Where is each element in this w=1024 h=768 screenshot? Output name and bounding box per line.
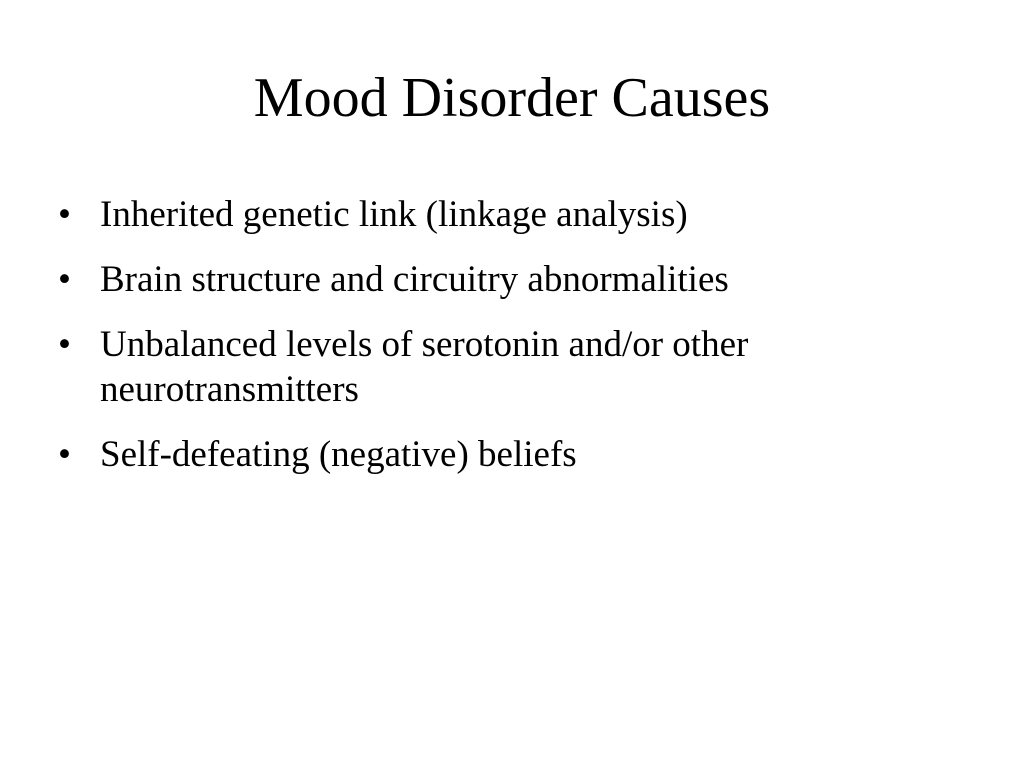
slide-title: Mood Disorder Causes — [253, 67, 771, 129]
bullet-item-brain-structure — [58, 257, 958, 302]
bullet-item-negative-beliefs — [58, 432, 958, 477]
bullet-icon: • — [58, 259, 71, 300]
bullet-icon: • — [58, 194, 71, 235]
bullet-icon: • — [58, 324, 71, 365]
bullet-text: Self-defeating (negative) beliefs — [100, 434, 577, 475]
bullet-text: Unbalanced levels of serotonin and/or other neurotransmitters — [100, 324, 749, 410]
bullet-list — [58, 192, 958, 497]
bullet-icon: • — [58, 434, 71, 475]
bullet-text: Brain structure and circuitry abnormalities — [100, 259, 729, 300]
bullet-text: Inherited genetic link (linkage analysis) — [100, 194, 688, 235]
bullet-item-neurotransmitters — [58, 322, 958, 412]
bullet-item-genetic-link — [58, 192, 958, 237]
